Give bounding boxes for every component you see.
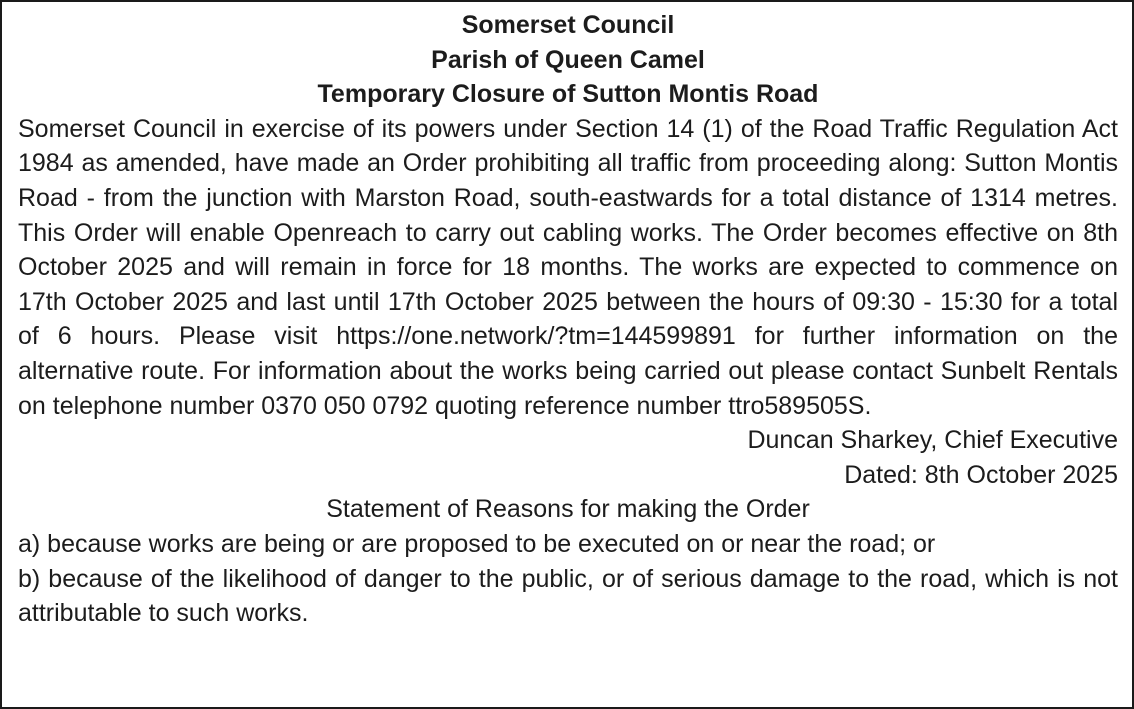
- dated-line: Dated: 8th October 2025: [844, 460, 1118, 489]
- reason-a: a) because works are being or are proposed to be executed on or near the road; or: [18, 529, 936, 558]
- council-name: Somerset Council: [461, 11, 675, 39]
- reason-b: b) because of the likelihood of danger to the public, or of serious damage to the road, which is not attributable to such works.: [18, 564, 1118, 628]
- notice-title: Temporary Closure of Sutton Montis Road: [317, 80, 819, 109]
- parish-name: Parish of Queen Camel: [431, 45, 705, 74]
- signatory: Duncan Sharkey, Chief Executive: [747, 426, 1118, 455]
- reasons-list: [18, 527, 1118, 631]
- reasons-heading: Statement of Reasons for making the Order: [326, 495, 810, 524]
- order-paragraph: Somerset Council in exercise of its powers under Section 14 (1) of the Road Traffic Regulation Act 1984 as amended, have made an Order prohibiting all traffic from proceeding along: Sutton Montis Road - from the junction with Marston Road, south-eastwards for a total distance of 1314 metres. This Order will enable Openreach to carry out cabling works. The Order becomes effective on 8th October 2025 and will remain in force for 18 months. The works are expected to commence on 17th October 2025 and last until 17th October 2025 between the hours of 09:30 - 15:30 for a total of 6 hours. Please visit https://one.network/?tm=144599891 for further information on the alternative route. For information about the works being carried out please contact Sunbelt Rentals on telephone number 0370 050 0792 quoting reference number ttro589505S.: [18, 114, 1118, 420]
